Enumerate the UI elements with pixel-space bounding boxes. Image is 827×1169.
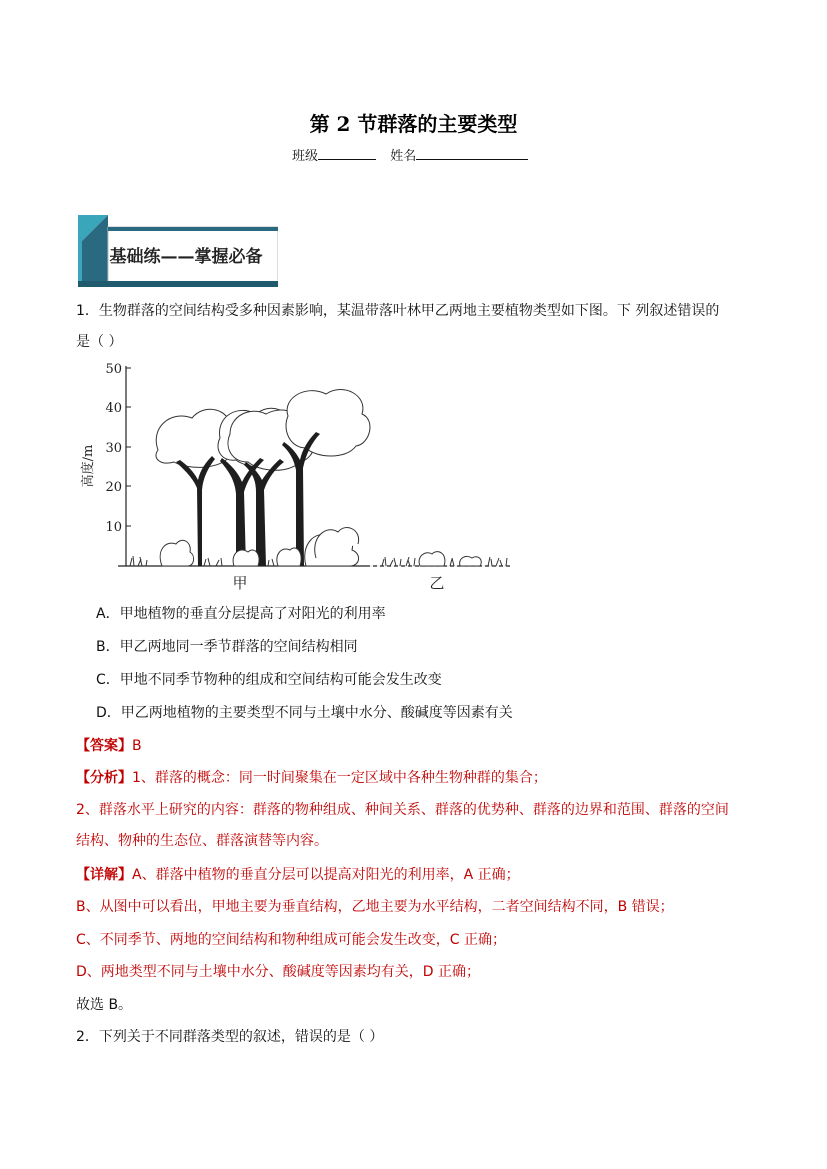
y-tick-10: 10 (105, 520, 122, 535)
q1-option-a: A．甲地植物的垂直分层提高了对阳光的利用率 (96, 606, 386, 622)
detail-line1 (76, 865, 520, 885)
conclusion-line: 故选 B。 (76, 997, 133, 1013)
analysis-line1 (76, 768, 547, 788)
q2-stem: 2．下列关于不同群落类型的叙述，错误的是（ ） (76, 1029, 384, 1045)
detail-line2: B、从图中可以看出，甲地主要为垂直结构，乙地主要为水平结构，二者空间结构不同，B 错误； (76, 899, 674, 915)
detail-line4: D、两地类型不同与土壤中水分、酸碱度等因素均有关，D 正确； (76, 964, 481, 980)
q1-option-d: D．甲乙两地植物的主要类型不同与土壤中水分、酸碱度等因素有关 (96, 705, 513, 721)
analysis-line3: 结构、物种的生态位、群落演替等内容。 (76, 833, 328, 849)
analysis-line2: 2、群落水平上研究的内容：群落的物种组成、种间关系、群落的优势种、群落的边界和范围、群落的空间 (76, 802, 729, 818)
banner-text: 基础练——掌握必备 (109, 247, 263, 267)
detail-tag: 【详解】 (76, 867, 132, 883)
analysis-tag: 【分析】 (76, 770, 132, 786)
class-name-line (292, 145, 528, 164)
answer-value: B (132, 738, 142, 754)
page-title: 第 2 节群落的主要类型 (309, 112, 518, 136)
x-label-yi: 乙 (429, 574, 445, 592)
y-tick-30: 30 (105, 441, 122, 456)
answer-line (76, 736, 142, 756)
name-blank (416, 146, 528, 160)
section-banner (78, 215, 278, 287)
detail-line3: C、不同季节、两地的空间结构和物种组成可能会发生改变，C 正确； (76, 932, 506, 948)
y-tick-50: 50 (105, 362, 122, 377)
class-blank (318, 146, 376, 160)
q1-option-b: B．甲乙两地同一季节群落的空间结构相同 (96, 639, 358, 655)
x-label-jia: 甲 (232, 574, 248, 592)
q1-stem-line2: 是（ ） (76, 334, 123, 350)
q1-option-c: C．甲地不同季节物种的组成和空间结构可能会发生改变 (96, 672, 442, 688)
community-figure (70, 358, 520, 594)
answer-tag: 【答案】 (76, 738, 132, 754)
class-label: 班级 (292, 149, 319, 164)
tree-icon (156, 390, 370, 471)
y-axis-label: 高度/m (81, 444, 96, 488)
analysis-text1: 1、群落的概念：同一时间聚集在一定区域中各种生物种群的集合； (132, 770, 547, 786)
q1-stem-line1: 1．生物群落的空间结构受多种因素影响，某温带落叶林甲乙两地主要植物类型如下图。下 列叙述错误的 (76, 303, 720, 319)
y-tick-20: 20 (105, 480, 122, 495)
detail-text1: A、群落中植物的垂直分层可以提高对阳光的利用率，A 正确； (132, 867, 520, 883)
y-tick-40: 40 (105, 401, 122, 416)
name-label: 姓名 (390, 149, 417, 164)
